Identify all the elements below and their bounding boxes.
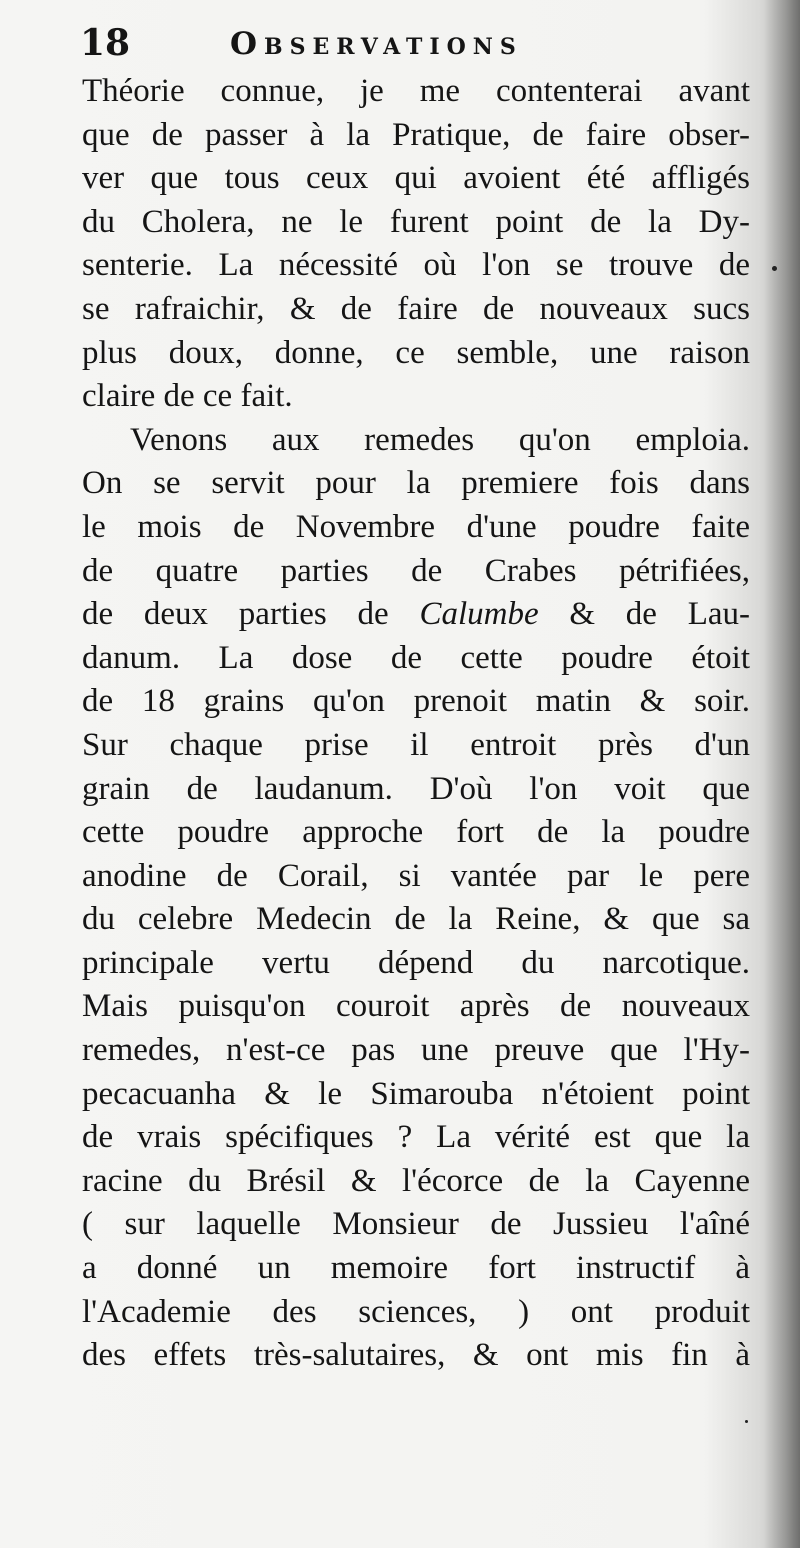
italic-term: Calumbe — [419, 596, 539, 633]
text-line: grain de laudanum. D'où l'on voit que — [82, 770, 750, 807]
page-number: 18 — [80, 22, 131, 64]
text-line: de vrais spécifiques ? La vérité est que la — [82, 1119, 750, 1156]
text-line: racine du Brésil & l'écorce de la Cayenne — [82, 1162, 750, 1199]
text-segment: de deux parties de — [82, 596, 420, 633]
text-line: Théorie connue, je me contenterai avant — [82, 73, 750, 109]
text-line: remedes, n'est-ce pas une preuve que l'Hy- — [82, 1032, 750, 1069]
text-line: pecacuanha & le Simarouba n'étoient point — [82, 1075, 750, 1112]
page-header — [80, 18, 740, 78]
text-line: de quatre parties de Crabes pétrifiées, — [82, 552, 750, 589]
text-line: Venons aux remedes qu'on emploia. — [130, 421, 750, 458]
page-gutter-shadow — [764, 0, 800, 1548]
text-segment: & de Lau- — [538, 596, 751, 633]
text-line: du Cholera, ne le furent point de la Dy- — [82, 203, 750, 240]
text-line: On se servit pour la premiere fois dans — [82, 465, 750, 502]
text-line: du celebre Medecin de la Reine, & que sa — [82, 901, 750, 938]
ink-speck — [745, 1420, 748, 1423]
running-title: Observations — [230, 26, 523, 62]
text-line: Mais puisqu'on couroit après de nouveaux — [82, 988, 750, 1025]
text-line: claire de ce fait. — [82, 378, 293, 415]
text-line: des effets très-salutaires, & ont mis fin à — [82, 1337, 750, 1374]
text-line: danum. La dose de cette poudre étoit — [82, 639, 750, 676]
text-line: se rafraichir, & de faire de nouveaux sucs — [82, 290, 750, 327]
text-line: le mois de Novembre d'une poudre faite — [82, 508, 750, 545]
text-line: que de passer à la Pratique, de faire obser- — [82, 116, 750, 153]
text-line: ver que tous ceux qui avoient été affligés — [82, 160, 750, 197]
text-line: Sur chaque prise il entroit près d'un — [82, 726, 750, 763]
body-text — [82, 70, 750, 1378]
text-line-with-italic — [82, 593, 750, 637]
text-line: anodine de Corail, si vantée par le pere — [82, 857, 750, 894]
text-line: plus doux, donne, ce semble, une raison — [82, 334, 750, 371]
text-line: a donné un memoire fort instructif à — [82, 1250, 750, 1287]
text-line: senterie. La nécessité où l'on se trouve de — [82, 247, 750, 284]
text-line: principale vertu dépend du narcotique. — [82, 944, 750, 981]
text-line: ( sur laquelle Monsieur de Jussieu l'aîné — [82, 1206, 750, 1243]
ink-speck — [772, 266, 777, 271]
text-line: l'Academie des sciences, ) ont produit — [82, 1293, 750, 1330]
text-line: de 18 grains qu'on prenoit matin & soir. — [82, 683, 750, 720]
text-line: cette poudre approche fort de la poudre — [82, 814, 750, 851]
